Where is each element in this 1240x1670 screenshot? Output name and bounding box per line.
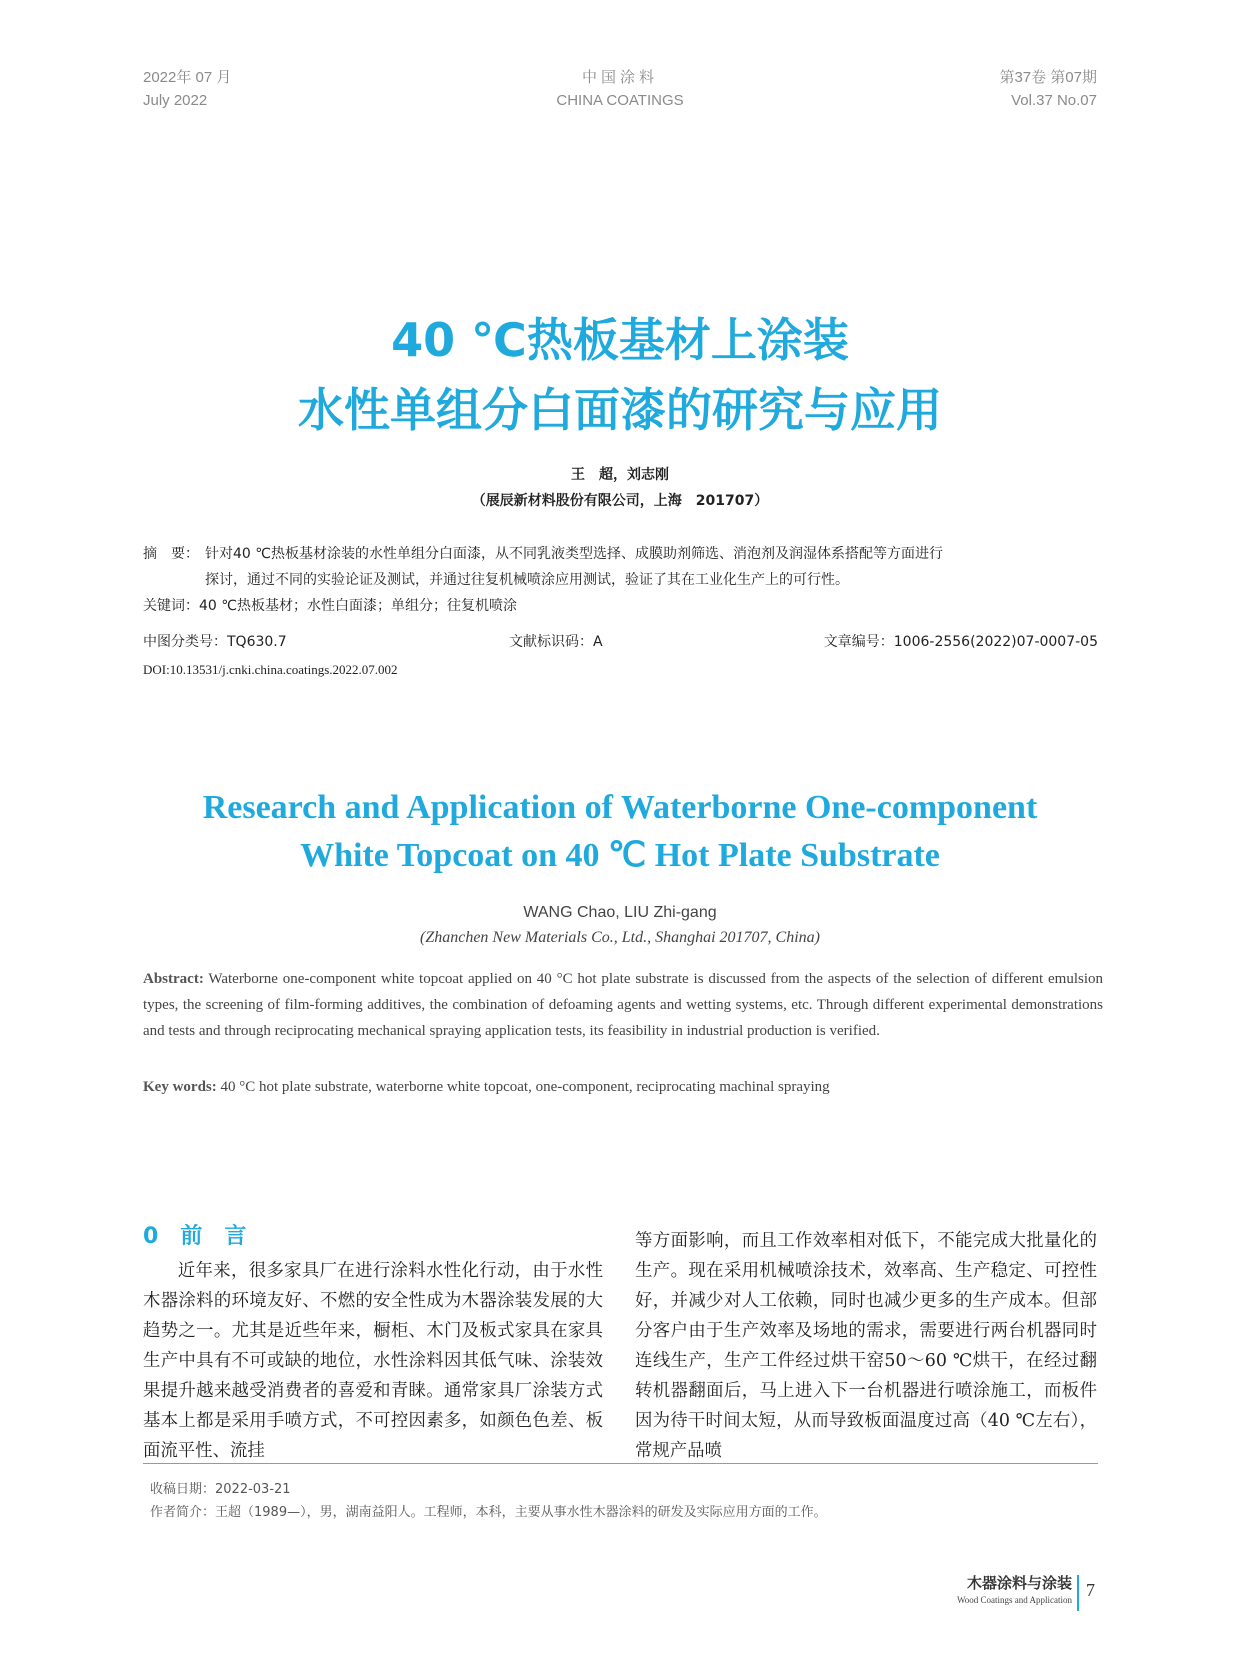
page-number: 7: [1086, 1580, 1095, 1600]
chinese-keywords-text: 40 ℃热板基材；水性白面漆；单组分；往复机喷涂: [199, 598, 517, 614]
footer-journal: [957, 1573, 1072, 1607]
header-journal-cn: 中国涂料: [581, 69, 658, 86]
chinese-title-line2: 水性单组分白面漆的研究与应用: [298, 383, 942, 437]
chinese-keywords-label: 关键词：: [143, 598, 199, 614]
header-journal-en: CHINA COATINGS: [556, 92, 684, 109]
section-title: 前言: [180, 1224, 269, 1249]
doi: DOI:10.13531/j.cnki.china.coatings.2022.07.002: [143, 662, 398, 677]
chinese-title-line1: 40 ℃热板基材上涂装: [391, 313, 849, 367]
chinese-abstract: [143, 541, 1098, 593]
english-authors: WANG Chao, LIU Zhi-gang: [523, 904, 717, 921]
english-title: [0, 784, 1240, 880]
chinese-abstract-line2: 探讨，通过不同的实验论证及测试，并通过往复机械喷涂应用测试，验证了其在工业化生产上的可行性。: [205, 572, 849, 588]
english-title-line1: Research and Application of Waterborne One-component: [202, 789, 1038, 826]
english-affiliation: (Zhanchen New Materials Co., Ltd., Shanghai 201707, China): [420, 929, 820, 946]
english-abstract: [143, 966, 1103, 1044]
body-column-right: [635, 1226, 1097, 1466]
chinese-abstract-line1: 针对40 ℃热板基材涂装的水性单组分白面漆，从不同乳液类型选择、成膜助剂筛选、消泡剂及润湿体系搭配等方面进行: [205, 546, 943, 562]
header-date-cn: 2022年 07 月: [143, 69, 232, 86]
article-number: 文章编号：1006-2556(2022)07-0007-05: [823, 634, 1098, 650]
author-bio: 作者简介：王超（1989—），男，湖南益阳人。工程师，本科，主要从事水性木器涂料的研发及实际应用方面的工作。: [150, 1505, 827, 1520]
header-volume-en: Vol.37 No.07: [1011, 92, 1097, 109]
chinese-title: [0, 305, 1240, 445]
chinese-affiliation: （展辰新材料股份有限公司，上海 201707）: [471, 493, 769, 509]
section-number: 0: [143, 1224, 161, 1249]
chinese-keywords: [143, 593, 517, 619]
received-date: 收稿日期：2022-03-21: [150, 1482, 291, 1497]
document-code: 文献标识码：A: [509, 634, 603, 650]
english-keywords: [143, 1074, 830, 1100]
footnote-divider: [143, 1463, 1098, 1464]
english-abstract-label: Abstract:: [143, 971, 204, 987]
english-keywords-label: Key words:: [143, 1079, 217, 1095]
footer-journal-en: Wood Coatings and Application: [956, 1595, 1072, 1605]
english-abstract-text: Waterborne one-component white topcoat applied on 40 °C hot plate substrate is discussed from the aspects of the selection of different emulsion types, the screening of film-forming additives, the combination of defoaming agents and wetting systems, etc. Through different experimental demonstrations and tests and through reciprocating mechanical spraying application tests, its feasibility in industrial production is verified.: [143, 971, 1103, 1039]
body-column-left: [143, 1256, 603, 1466]
chinese-abstract-label: 摘 要：: [143, 546, 199, 562]
chinese-authors: 王 超，刘志刚: [571, 467, 669, 483]
body-paragraph: 近年来，很多家具厂在进行涂料水性化行动，由于水性木器涂料的环境友好、不燃的安全性成为木器涂装发展的大趋势之一。尤其是近些年来，橱柜、木门及板式家具在家具生产中具有不可或缺的地位，水性涂料因其低气味、涂装效果提升越来越受消费者的喜爱和青睐。通常家具厂涂装方式基本上都是采用手喷方式，不可控因素多，如颜色色差、板面流平性、流挂: [143, 1261, 603, 1461]
header-date-en: July 2022: [143, 92, 208, 109]
english-keywords-text: 40 °C hot plate substrate, waterborne white topcoat, one-component, reciprocating machinal spraying: [220, 1079, 830, 1095]
header-volume: [999, 66, 1097, 112]
section-heading: [143, 1222, 268, 1252]
footer-divider: [1077, 1575, 1079, 1611]
body-paragraph: 等方面影响，而且工作效率相对低下，不能完成大批量化的生产。现在采用机械喷涂技术，效率高、生产稳定、可控性好，并减少对人工依赖，同时也减少更多的生产成本。但部分客户由于生产效率及场地的需求，需要进行两台机器同时连线生产，生产工件经过烘干窑50～60 ℃烘干，在经过翻转机器翻面后，马上进入下一台机器进行喷涂施工，而板件因为待干时间太短，从而导致板面温度过高（40 ℃左右），常规产品喷: [635, 1231, 1097, 1461]
footer-journal-cn: 木器涂料与涂装: [966, 1574, 1072, 1592]
classification-row: [143, 629, 1098, 655]
clc-number: 中图分类号：TQ630.7: [143, 634, 287, 650]
english-title-line2: White Topcoat on 40 ℃ Hot Plate Substrate: [300, 837, 940, 874]
header-volume-cn: 第37卷 第07期: [999, 69, 1097, 86]
